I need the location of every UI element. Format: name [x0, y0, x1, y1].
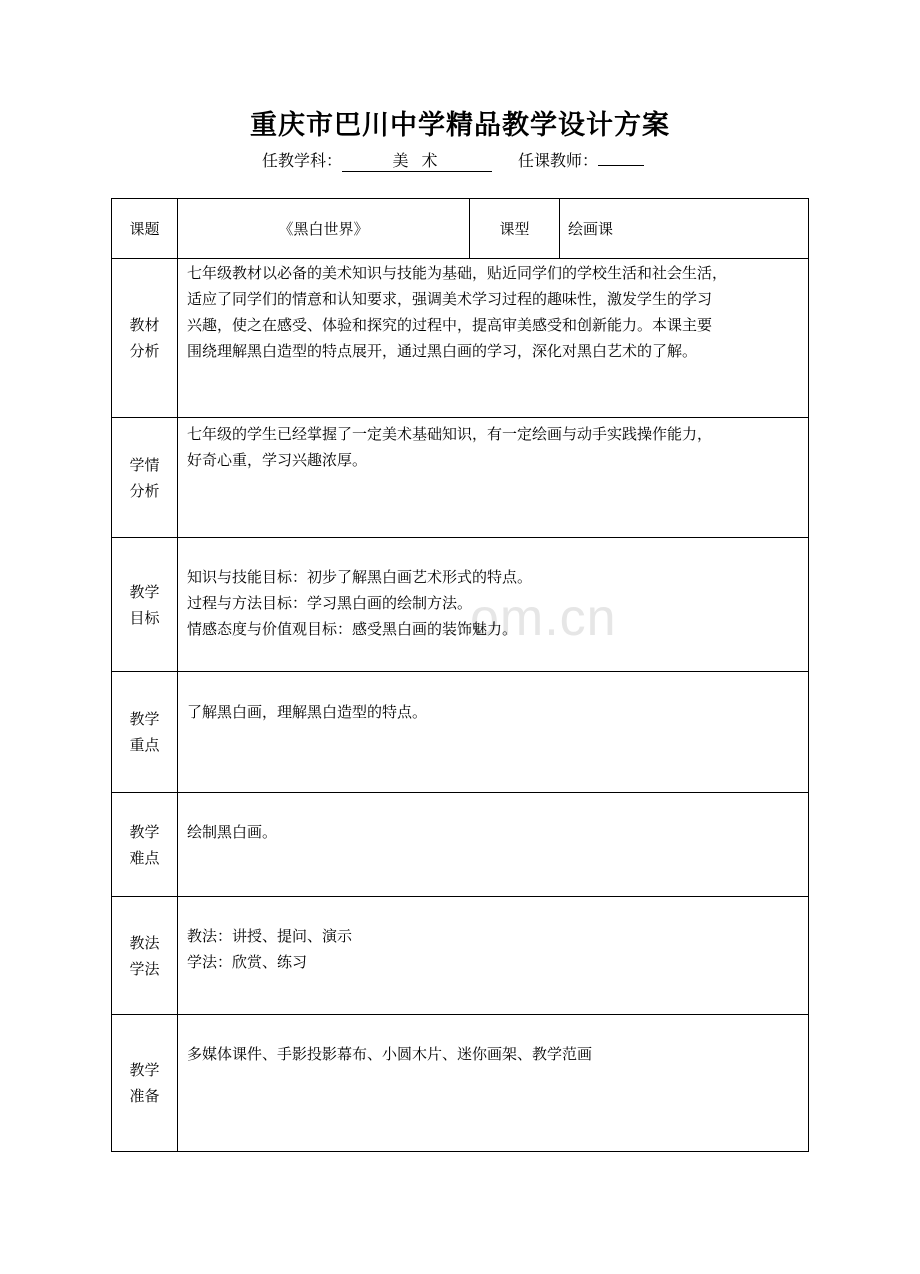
row-label-line: 学法 — [129, 959, 160, 978]
row-label — [112, 538, 178, 672]
row-label-line: 准备 — [129, 1087, 160, 1105]
row-label-line: 重点 — [129, 736, 160, 754]
teacher-label: 任课教师： — [518, 151, 599, 170]
row-label-line: 目标 — [129, 608, 160, 627]
row-content — [178, 1015, 809, 1152]
row-label-line: 教学 — [129, 822, 160, 841]
table-row — [112, 418, 809, 538]
row-label-line: 教学 — [129, 1061, 160, 1079]
lesson-plan-table — [111, 198, 809, 1152]
type-label: 课型 — [470, 199, 560, 259]
teacher-value — [598, 165, 644, 166]
subject-teacher-line — [262, 148, 644, 172]
row-content — [178, 793, 809, 897]
row-label-line: 难点 — [129, 848, 160, 867]
topic-label: 课题 — [112, 199, 178, 259]
row-label — [112, 897, 178, 1015]
row-label-line: 教材 — [129, 316, 160, 334]
content-line: 了解黑白画，理解黑白造型的特点。 — [187, 703, 428, 721]
row-label — [112, 259, 178, 418]
content-line: 好奇心重，学习兴趣浓厚。 — [187, 451, 368, 469]
content-line: 情感态度与价值观目标：感受黑白画的装饰魅力。 — [187, 620, 518, 638]
content-line: 知识与技能目标：初步了解黑白画艺术形式的特点。 — [187, 568, 533, 586]
content-line: 七年级的学生已经掌握了一定美术基础知识，有一定绘画与动手实践操作能力， — [187, 425, 713, 443]
content-line: 围绕理解黑白造型的特点展开，通过黑白画的学习，深化对黑白艺术的了解。 — [187, 342, 698, 360]
row-content — [178, 259, 809, 418]
row-label — [112, 1015, 178, 1152]
table-row — [112, 259, 809, 418]
row-label-line: 教学 — [129, 710, 160, 728]
row-content — [178, 418, 809, 538]
table-row — [112, 897, 809, 1015]
row-label-line: 分析 — [129, 342, 160, 360]
row-content — [178, 672, 809, 793]
content-line: 兴趣，使之在感受、体验和探究的过程中，提高审美感受和创新能力。本课主要 — [187, 316, 713, 334]
content-line: 过程与方法目标：学习黑白画的绘制方法。 — [187, 594, 473, 612]
content-line: 适应了同学们的情意和认知要求，强调美术学习过程的趣味性，激发学生的学习 — [187, 290, 713, 308]
row-label-line: 教法 — [129, 933, 160, 952]
row-label — [112, 418, 178, 538]
table-row — [112, 793, 809, 897]
table-row — [112, 1015, 809, 1152]
subject-label: 任教学科： — [262, 151, 343, 170]
row-label — [112, 793, 178, 897]
type-value: 绘画课 — [560, 199, 809, 259]
content-line: 教法：讲授、提问、演示 — [187, 927, 353, 945]
row-content — [178, 538, 809, 672]
row-content — [178, 897, 809, 1015]
table-row — [112, 672, 809, 793]
row-label-line: 学情 — [129, 455, 160, 474]
content-line: 学法：欣赏、练习 — [187, 953, 308, 971]
content-line: 绘制黑白画。 — [187, 823, 278, 841]
document-title: 重庆市巴川中学精品教学设计方案 — [250, 110, 670, 141]
table-row — [112, 538, 809, 672]
subject-value: 美 术 — [342, 148, 492, 172]
watermark: om.cn — [470, 589, 617, 647]
content-line: 多媒体课件、手影投影幕布、小圆木片、迷你画架、教学范画 — [187, 1045, 593, 1063]
topic-value: 《黑白世界》 — [178, 199, 470, 259]
row-label-line: 教学 — [129, 582, 160, 601]
content-line: 七年级教材以必备的美术知识与技能为基础，贴近同学们的学校生活和社会生活， — [187, 264, 728, 282]
row-label-line: 分析 — [129, 481, 160, 500]
topic-row — [112, 199, 809, 259]
row-label — [112, 672, 178, 793]
